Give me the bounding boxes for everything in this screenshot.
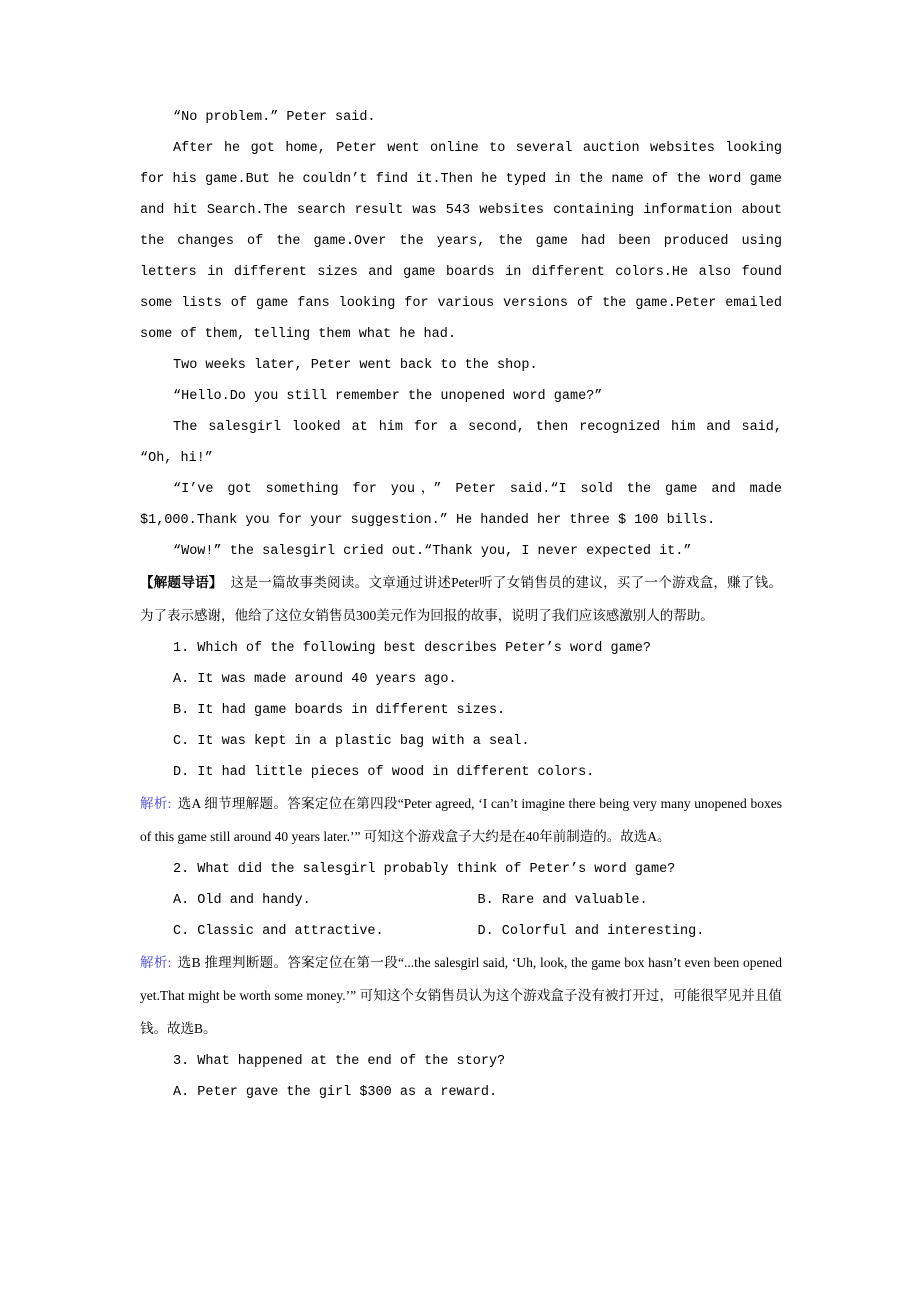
question-2-option-c: C. Classic and attractive. bbox=[173, 924, 384, 939]
question-2-stem: 2. What did the salesgirl probably think of Peter’s word game? bbox=[173, 862, 676, 877]
story-paragraph-5: The salesgirl looked at him for a second, then recognized him and said, “Oh, hi!” bbox=[140, 420, 782, 466]
analysis-label: 解析: bbox=[140, 796, 172, 811]
question-2-option-b: B. Rare and valuable. bbox=[477, 893, 648, 908]
question-2-option-d: D. Colorful and interesting. bbox=[477, 924, 705, 939]
story-paragraph-6: “I’ve got something for you，” Peter said.“I sold the game and made $1,000.Thank you for your suggestion.” He handed her three $ 100 bills. bbox=[140, 482, 782, 528]
story-paragraph-3: Two weeks later, Peter went back to the shop. bbox=[173, 358, 538, 373]
question-1-option-d: D. It had little pieces of wood in different colors. bbox=[173, 765, 595, 780]
question-3-stem: 3. What happened at the end of the story? bbox=[173, 1054, 506, 1069]
question-1-analysis bbox=[140, 788, 782, 854]
story-paragraph-7: “Wow!” the salesgirl cried out.“Thank you, I never expected it.” bbox=[173, 544, 692, 559]
question-1-option-c: C. It was kept in a plastic bag with a seal. bbox=[173, 734, 530, 749]
question-1-option-b: B. It had game boards in different sizes. bbox=[173, 703, 506, 718]
guide-label: 【解题导语】 bbox=[140, 575, 223, 590]
question-2 bbox=[140, 854, 782, 1046]
question-3 bbox=[140, 1046, 782, 1108]
analysis-label: 解析: bbox=[140, 955, 172, 970]
guide-text: 这是一篇故事类阅读。文章通过讲述Peter听了女销售员的建议，买了一个游戏盒，赚了钱。为了表示感谢，他给了这位女销售员300美元作为回报的故事，说明了我们应该感激别人的帮助。 bbox=[140, 575, 782, 623]
question-1 bbox=[140, 633, 782, 854]
document-page bbox=[140, 102, 782, 1108]
question-2-options bbox=[140, 885, 782, 947]
story-paragraph-1: “No problem.” Peter said. bbox=[173, 110, 376, 125]
question-2-analysis bbox=[140, 947, 782, 1046]
question-1-stem: 1. Which of the following best describes Peter’s word game? bbox=[173, 641, 651, 656]
question-2-option-a: A. Old and handy. bbox=[173, 893, 311, 908]
analysis-text: 选B 推理判断题。答案定位在第一段“...the salesgirl said, ‘Uh, look, the game box hasn’t even been opened yet.That might be worth some money.’” 可知这个女销售员认为这个游戏盒子没有被打开过，可能很罕见并且值钱。故选B。 bbox=[140, 955, 782, 1036]
analysis-text: 选A 细节理解题。答案定位在第四段“Peter agreed, ‘I can’t imagine there being very many unopened boxes of this game still around 40 years later.’” 可知这个游戏盒子大约是在40年前制造的。故选A。 bbox=[140, 796, 782, 844]
question-1-option-a: A. It was made around 40 years ago. bbox=[173, 672, 457, 687]
question-3-option-a: A. Peter gave the girl $300 as a reward. bbox=[173, 1085, 498, 1100]
story-paragraph-2: After he got home, Peter went online to several auction websites looking for his game.But he couldn’t find it.Then he typed in the name of the word game and hit Search.The search result was 543 websites containing information about the changes of the game.Over the years, the game had been produced using letters in different sizes and game boards in different colors.He also found some lists of game fans looking for various versions of the game.Peter emailed some of them, telling them what he had. bbox=[140, 141, 782, 342]
story-paragraph-4: “Hello.Do you still remember the unopened word game?” bbox=[173, 389, 603, 404]
guide-paragraph bbox=[140, 567, 782, 633]
